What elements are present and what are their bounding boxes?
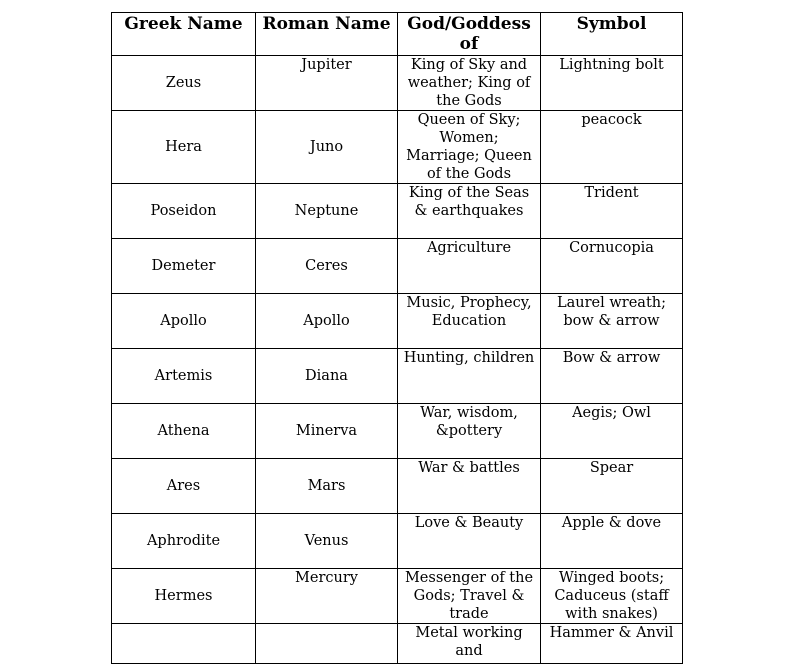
greek-name-cell: Athena — [112, 404, 256, 459]
domain-cell: Agriculture — [398, 239, 541, 294]
roman-name-cell: Minerva — [256, 404, 398, 459]
header-roman-name: Roman Name — [256, 13, 398, 56]
table-row — [112, 624, 683, 664]
roman-name-cell: Diana — [256, 349, 398, 404]
roman-name-cell: Neptune — [256, 184, 398, 239]
domain-cell: Love & Beauty — [398, 514, 541, 569]
symbol-cell: Apple & dove — [541, 514, 683, 569]
greek-name-cell: Apollo — [112, 294, 256, 349]
symbol-cell: Bow & arrow — [541, 349, 683, 404]
roman-name-cell: Venus — [256, 514, 398, 569]
roman-name-cell: Ceres — [256, 239, 398, 294]
greek-name-cell: Demeter — [112, 239, 256, 294]
header-greek-name: Greek Name — [112, 13, 256, 56]
table-row — [112, 239, 683, 294]
table-row — [112, 349, 683, 404]
symbol-cell: Cornucopia — [541, 239, 683, 294]
table-row — [112, 294, 683, 349]
symbol-cell: Hammer & Anvil — [541, 624, 683, 664]
greek-name-cell: Aphrodite — [112, 514, 256, 569]
greek-name-cell: Zeus — [112, 56, 256, 111]
domain-cell: King of the Seas & earthquakes — [398, 184, 541, 239]
domain-cell: King of Sky and weather; King of the Gods — [398, 56, 541, 111]
greek-name-cell: Ares — [112, 459, 256, 514]
domain-cell: Queen of Sky; Women; Marriage; Queen of the Gods — [398, 111, 541, 184]
symbol-cell: Lightning bolt — [541, 56, 683, 111]
domain-cell: Music, Prophecy, Education — [398, 294, 541, 349]
greek-name-cell: Hermes — [112, 569, 256, 624]
header-symbol: Symbol — [541, 13, 683, 56]
greek-name-cell: Artemis — [112, 349, 256, 404]
symbol-cell: Winged boots; Caduceus (staff with snakes) — [541, 569, 683, 624]
roman-name-cell: Apollo — [256, 294, 398, 349]
gods-table — [111, 12, 683, 664]
roman-name-cell: Mercury — [256, 569, 398, 624]
roman-name-cell: Juno — [256, 111, 398, 184]
table-row — [112, 184, 683, 239]
header-domain: God/Goddess of — [398, 13, 541, 56]
domain-cell: Messenger of the Gods; Travel & trade — [398, 569, 541, 624]
table-row — [112, 514, 683, 569]
symbol-cell: Aegis; Owl — [541, 404, 683, 459]
header-row — [112, 13, 683, 56]
roman-name-cell — [256, 624, 398, 664]
roman-name-cell: Mars — [256, 459, 398, 514]
symbol-cell: peacock — [541, 111, 683, 184]
greek-name-cell: Poseidon — [112, 184, 256, 239]
roman-name-cell: Jupiter — [256, 56, 398, 111]
symbol-cell: Spear — [541, 459, 683, 514]
table-row — [112, 459, 683, 514]
greek-name-cell: Hera — [112, 111, 256, 184]
domain-cell: Hunting, children — [398, 349, 541, 404]
domain-cell: War, wisdom, &pottery — [398, 404, 541, 459]
domain-cell: Metal working and — [398, 624, 541, 664]
table-row — [112, 569, 683, 624]
table-row — [112, 404, 683, 459]
table-row — [112, 56, 683, 111]
greek-name-cell — [112, 624, 256, 664]
table-row — [112, 111, 683, 184]
domain-cell: War & battles — [398, 459, 541, 514]
symbol-cell: Trident — [541, 184, 683, 239]
symbol-cell: Laurel wreath; bow & arrow — [541, 294, 683, 349]
